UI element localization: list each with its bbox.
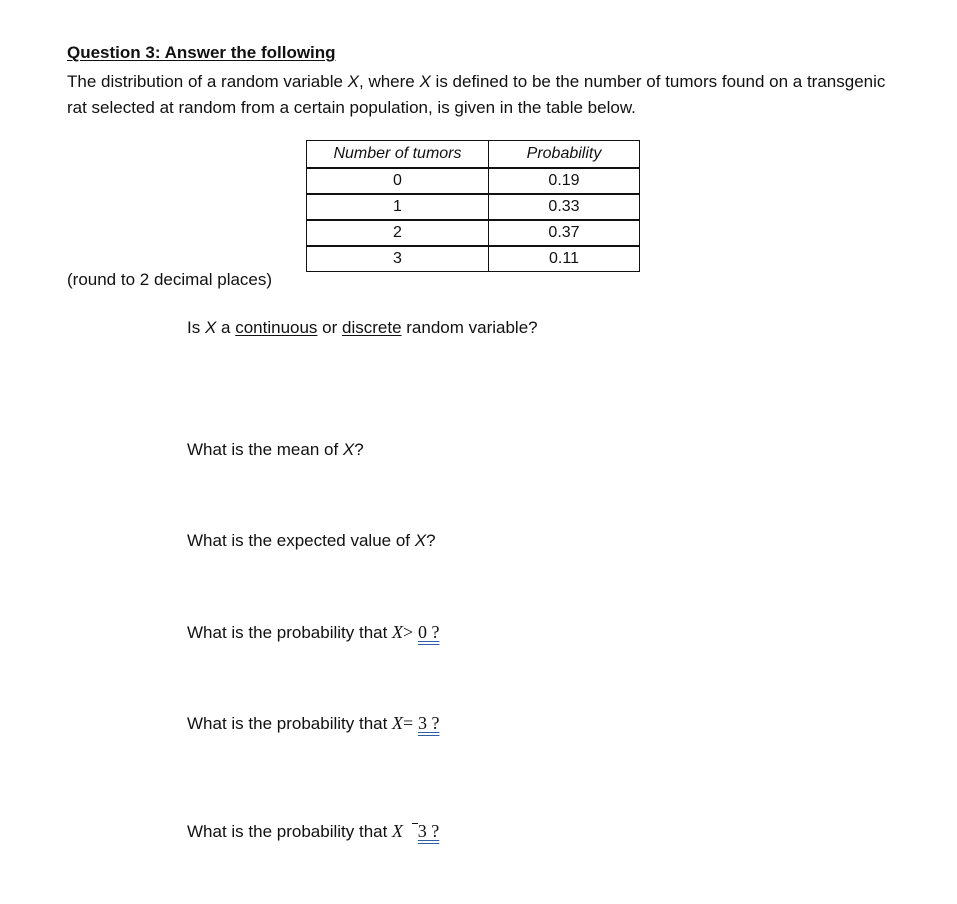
- q1-text-2: a: [216, 318, 236, 337]
- table-row: [307, 246, 640, 272]
- header-probability: Probability: [489, 141, 640, 169]
- q4-var: X: [392, 622, 404, 642]
- cell-probability: 0.11: [489, 246, 640, 272]
- cell-probability: 0.19: [489, 168, 640, 194]
- intro-text-1: The distribution of a random variable: [67, 72, 348, 91]
- intro-text-2: , where: [359, 72, 420, 91]
- intro-text-3: is defined to be the number of tumors found on a transgenic rat selected at random from a certain population, is given in the table below.: [67, 72, 886, 117]
- intro-var-x-2: X: [419, 72, 431, 91]
- q6-text: What is the probability that: [187, 822, 393, 841]
- q2-var: X: [342, 440, 355, 459]
- q5-text: What is the probability that: [187, 714, 393, 733]
- question-prob-equals-3: [187, 713, 439, 734]
- distribution-table: [306, 140, 640, 272]
- intro-paragraph: [67, 69, 897, 121]
- rounding-note: (round to 2 decimal places): [67, 270, 273, 289]
- question-prob-greater-than-0: [187, 622, 439, 643]
- q5-var: X: [392, 713, 404, 733]
- q6-var: X: [392, 821, 404, 841]
- cell-tumors: 0: [307, 168, 489, 194]
- q2-text-2: ?: [354, 440, 364, 459]
- q3-var: X: [414, 531, 427, 550]
- q1-text: Is: [187, 318, 205, 337]
- table-row: [307, 168, 640, 194]
- q4-value: 0 ?: [417, 622, 440, 642]
- q3-text: What is the expected value of: [187, 531, 415, 550]
- table-row: [307, 220, 640, 246]
- q2-text: What is the mean of: [187, 440, 343, 459]
- header-number-of-tumors: Number of tumors: [307, 141, 489, 169]
- cell-probability: 0.33: [489, 194, 640, 220]
- cell-probability: 0.37: [489, 220, 640, 246]
- q3-text-2: ?: [426, 531, 436, 550]
- cell-tumors: 3: [307, 246, 489, 272]
- cell-tumors: 1: [307, 194, 489, 220]
- q5-value: 3 ?: [417, 713, 440, 733]
- table-row: [307, 194, 640, 220]
- q5-operator: =: [403, 713, 414, 733]
- question-prob-vs-3: [187, 821, 439, 842]
- question-continuous-discrete: [187, 318, 538, 338]
- q4-text: What is the probability that: [187, 623, 393, 642]
- table-header-row: [307, 141, 640, 169]
- option-discrete: discrete: [342, 318, 402, 337]
- q1-var: X: [204, 318, 217, 337]
- cell-tumors: 2: [307, 220, 489, 246]
- q6-value: 3 ?: [417, 821, 440, 841]
- question-expected-value: [187, 531, 436, 551]
- question-title: Question 3: Answer the following: [67, 43, 336, 62]
- q1-text-3: or: [317, 318, 342, 337]
- q1-text-4: random variable?: [401, 318, 538, 337]
- q4-operator: >: [403, 622, 414, 642]
- intro-var-x: X: [347, 72, 359, 91]
- question-mean: [187, 440, 364, 460]
- option-continuous: continuous: [235, 318, 318, 337]
